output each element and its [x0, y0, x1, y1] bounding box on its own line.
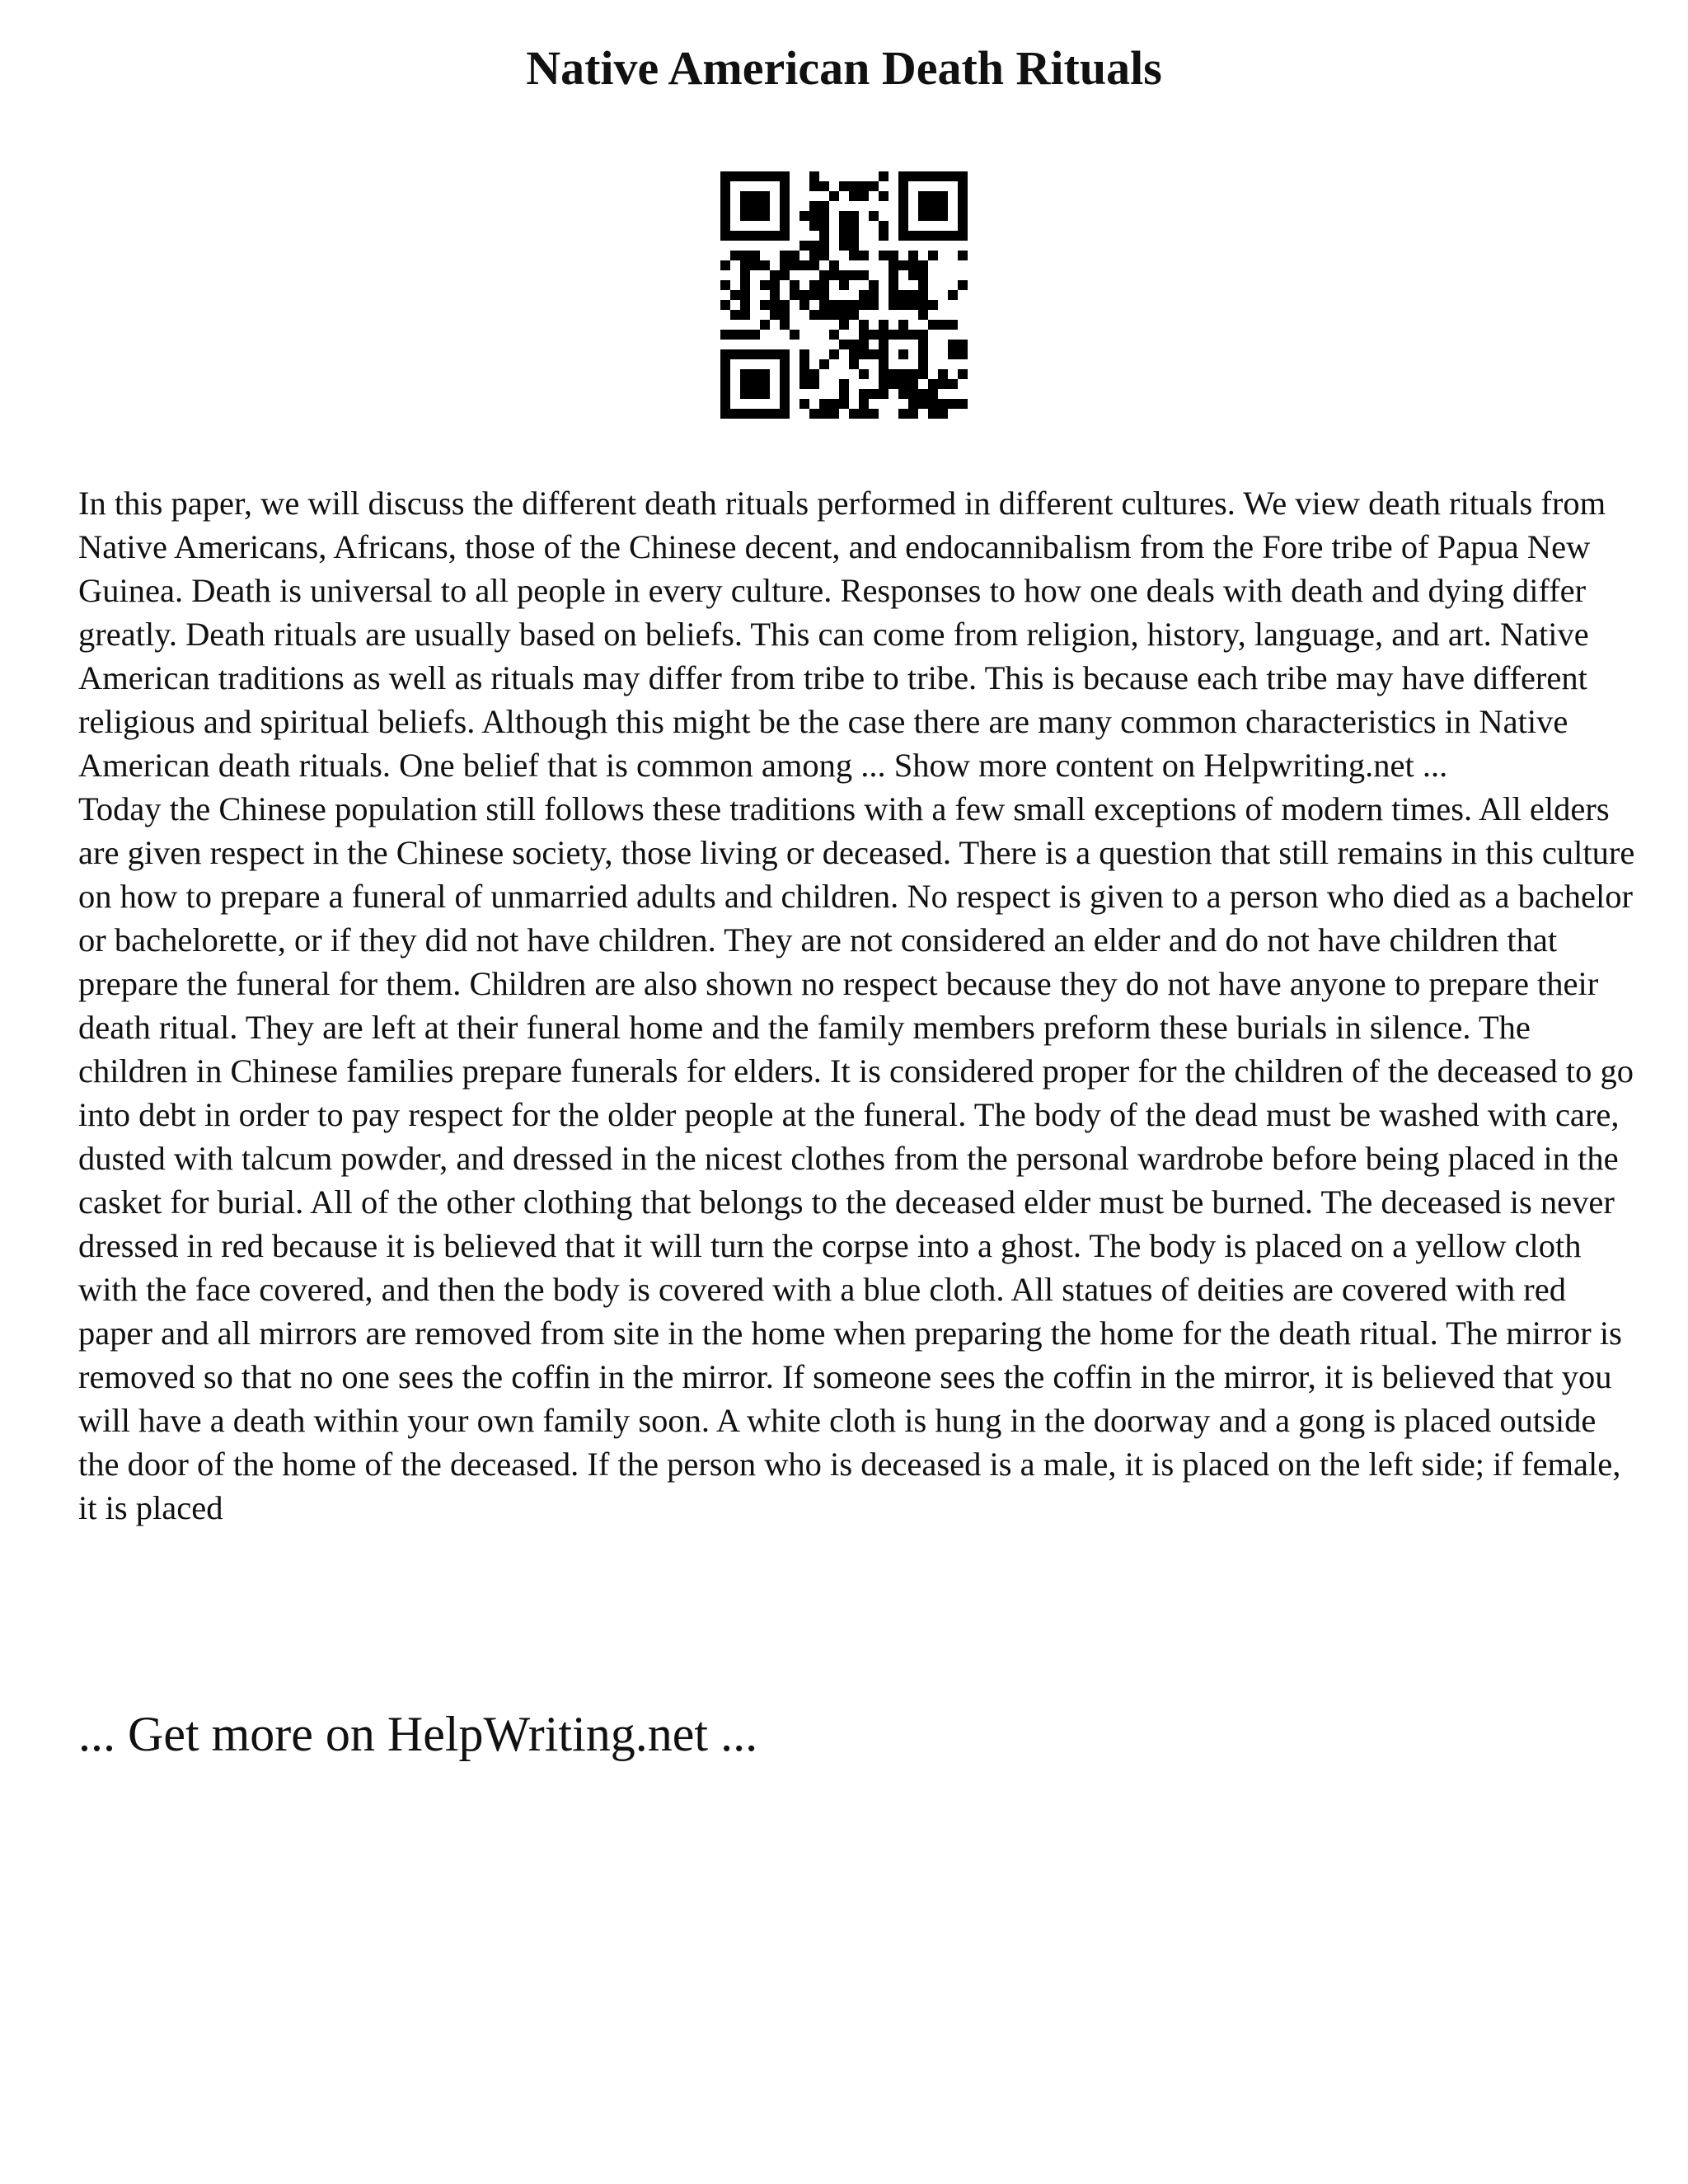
page-title: Native American Death Rituals: [526, 41, 1162, 95]
get-more-link[interactable]: ... Get more on HelpWriting.net ...: [78, 1707, 758, 1761]
article-body: [78, 481, 1636, 1530]
qr-code-icon: [720, 171, 968, 419]
paragraph-intro: In this paper, we will discuss the different death rituals performed in different cultures. We view death rituals from Native Americans, Africans, those of the Chinese decent, and endocannibalism from the Fore tribe of Papua New Guinea. Death is universal to all people in every culture. Responses to how one deals with death and dying differ greatly. Death rituals are usually based on beliefs. This can come from religion, history, language, and art. Native American traditions as well as rituals may differ from tribe to tribe. This is because each tribe may have different religious and spiritual beliefs. Although this might be the case there are many common characteristics in Native American death rituals. One belief that is common among ... Show more content on Helpwriting.net ...: [78, 485, 1606, 784]
paragraph-chinese-traditions: Today the Chinese population still follows these traditions with a few small exceptions of modern times. All elders are given respect in the Chinese society, those living or deceased. There is a question that still remains in this culture on how to prepare a funeral of unmarried adults and children. No respect is given to a person who died as a bachelor or bachelorette, or if they did not have children. They are not considered an elder and do not have children that prepare the funeral for them. Children are also shown no respect because they do not have anyone to prepare their death ritual. They are left at their funeral home and the family members preform these burials in silence. The children in Chinese families prepare funerals for elders. It is considered proper for the children of the deceased to go into debt in order to pay respect for the older people at the funeral. The body of the dead must be washed with care, dusted with talcum powder, and dressed in the nicest clothes from the personal wardrobe before being placed in the casket for burial. All of the other clothing that belongs to the deceased elder must be burned. The deceased is never dressed in red because it is believed that it will turn the corpse into a ghost. The body is placed on a yellow cloth with the face covered, and then the body is covered with a blue cloth. All statues of deities are covered with red paper and all mirrors are removed from site in the home when preparing the home for the death ritual. The mirror is removed so that no one sees the coffin in the mirror. If someone sees the coffin in the mirror, it is believed that you will have a death within your own family soon. A white cloth is hung in the doorway and a gong is placed outside the door of the home of the deceased. If the person who is deceased is a male, it is placed on the left side; if female, it is placed: [78, 790, 1635, 1526]
qr-code[interactable]: [720, 171, 968, 419]
